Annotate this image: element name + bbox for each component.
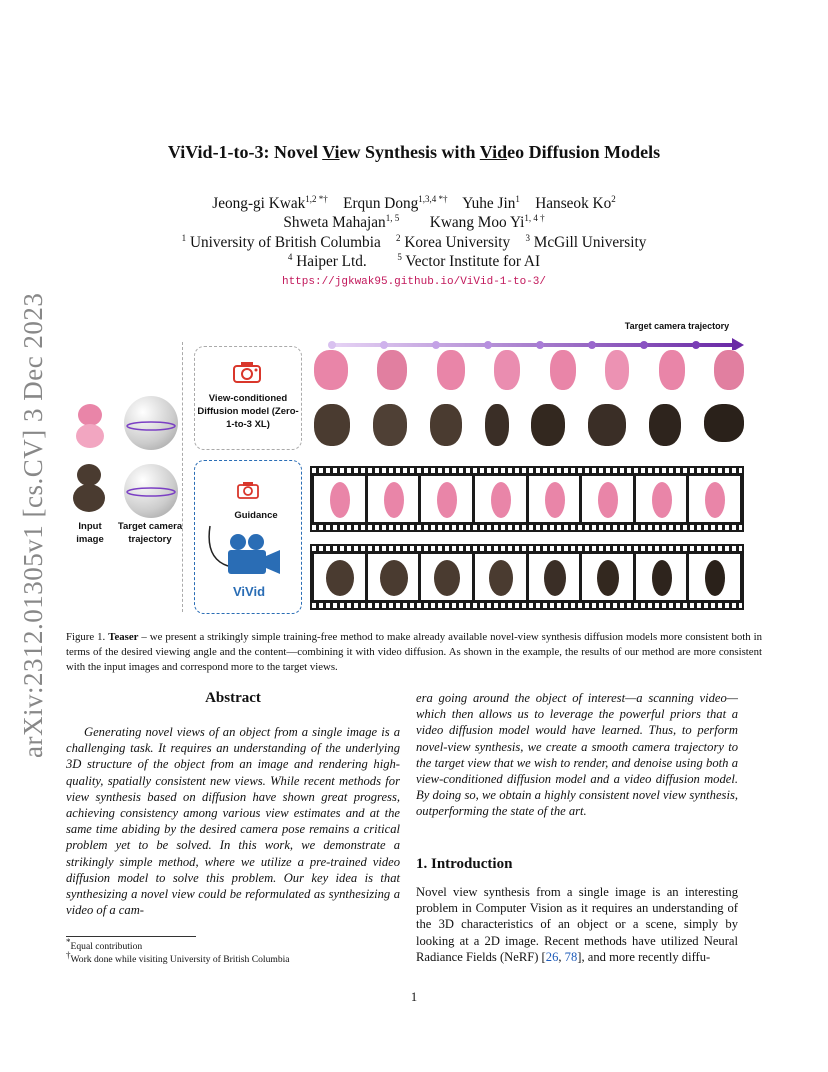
author-affil: 1, 4 † <box>524 212 545 223</box>
pig-frame <box>582 476 633 522</box>
intro-text <box>416 884 738 965</box>
separator-line <box>182 342 183 612</box>
pig-view <box>550 350 576 390</box>
footnote-mark: † <box>66 949 71 960</box>
guidance-label: Guidance <box>234 510 278 521</box>
affil-number: 3 <box>525 232 530 243</box>
author-line-1 <box>90 194 738 213</box>
footnote-text: Equal contribution <box>70 941 143 952</box>
pig-frame <box>636 476 687 522</box>
footnote-mark: * <box>66 936 71 947</box>
project-url-link[interactable]: https://jgkwak95.github.io/ViVid-1-to-3/ <box>281 276 547 288</box>
pig-frame <box>368 476 419 522</box>
affiliation-line-2 <box>90 252 738 271</box>
bear-view <box>531 404 565 446</box>
bear-frame <box>421 554 472 600</box>
pig-frame <box>314 476 365 522</box>
abstract-text-right: era going around the object of interest—a scanning video—which then allows us to leverage the powerful priors that a video diffusion model would have learned. Thus, to perform novel-view synthesis, we create a smooth camera trajectory to the target view that we wish to render, and denoise using both a view-conditioned diffusion model and a video diffusion model. By doing so, we obtain a highly consistent novel view synthesis, outperforming the state of the art. <box>416 691 738 819</box>
affiliation: University of British Columbia <box>189 234 381 251</box>
affiliation: McGill University <box>533 234 647 251</box>
author-name: Hanseok Ko <box>535 195 612 212</box>
title-underlined: Vi <box>322 142 340 162</box>
pig-view <box>605 350 629 390</box>
paper-title <box>70 142 758 163</box>
affil-number: 4 <box>287 251 293 262</box>
bear-view <box>314 404 350 446</box>
bear-view <box>373 404 407 446</box>
title-part: ViVid-1-to-3: Novel <box>167 142 323 162</box>
pig-view <box>494 350 520 390</box>
affiliation: Korea University <box>404 234 511 251</box>
title-part: ew Synthesis with <box>339 142 480 162</box>
intro-paragraph: ], and more recently diffu- <box>577 949 711 964</box>
author-affil: 1, 5 <box>385 212 400 223</box>
pig-view <box>437 350 465 390</box>
author-affil: 1,3,4 *† <box>418 193 448 204</box>
vivid-bear-filmstrip <box>310 544 744 610</box>
affiliation-line-1 <box>90 233 738 252</box>
author-affil: 1 <box>515 193 520 204</box>
trajectory-label: Target camera trajectory <box>624 321 730 331</box>
arxiv-identifier: arXiv:2312.01305v1 [cs.CV] 3 Dec 2023 <box>18 292 48 758</box>
citation-separator: , <box>558 949 565 964</box>
pig-frame <box>529 476 580 522</box>
figure-caption <box>66 630 762 675</box>
vivid-label: ViVid <box>232 584 266 599</box>
pig-frame <box>421 476 472 522</box>
zero123-bear-row <box>314 404 744 448</box>
author-name: Jeong-gi Kwak <box>212 195 306 212</box>
bear-frame <box>529 554 580 600</box>
caption-bold: Teaser <box>108 631 139 643</box>
pig-frame <box>689 476 740 522</box>
affil-number: 2 <box>396 232 401 243</box>
bear-view <box>430 404 462 446</box>
title-part: eo Diffusion Models <box>507 142 661 162</box>
pig-view <box>377 350 407 390</box>
pig-view <box>714 350 744 390</box>
footnote-text: Work done while visiting University of British Columbia <box>70 954 290 965</box>
intro-heading: 1. Introduction <box>416 856 513 872</box>
page-number: 1 <box>410 990 418 1004</box>
bear-view <box>588 404 626 446</box>
author-name: Erqun Dong <box>343 195 419 212</box>
affiliation: Haiper Ltd. <box>296 253 367 270</box>
author-name: Kwang Moo Yi <box>429 214 525 231</box>
bear-view <box>485 404 509 446</box>
intro-paragraph: Novel view synthesis from a single image is an interesting problem in Computer Vision as it requires an understanding of the 3D characteristics of an object or a scene, simply by looking at a 2D image. Recent methods have utilized Neural Radiance Fields (NeRF) [ <box>416 885 738 964</box>
bear-view <box>704 404 744 442</box>
caption-prefix: Figure 1. <box>66 631 109 643</box>
affil-number: 1 <box>181 232 187 243</box>
teaser-figure <box>66 318 746 618</box>
video-camera-icon <box>206 522 286 587</box>
author-affil: 1,2 *† <box>305 193 328 204</box>
bear-frame <box>314 554 365 600</box>
pig-input-image <box>74 404 104 448</box>
footnote-rule <box>66 936 196 937</box>
footnote-equal-contribution <box>66 936 400 953</box>
bear-frame <box>368 554 419 600</box>
trajectory-sphere <box>124 396 178 450</box>
bear-input-image <box>72 464 106 512</box>
bear-view <box>649 404 681 446</box>
zero123-pig-row <box>314 350 744 392</box>
pig-view <box>659 350 685 390</box>
affil-number: 5 <box>397 251 402 262</box>
model-label: View-conditioned Diffusion model (Zero-1-to-3 XL) <box>197 393 299 430</box>
abstract-heading: Abstract <box>205 690 261 706</box>
vivid-pig-filmstrip <box>310 466 744 532</box>
bear-frame <box>475 554 526 600</box>
author-name: Yuhe Jin <box>462 195 516 212</box>
bear-frame <box>689 554 740 600</box>
citation-link[interactable]: 26 <box>545 949 559 964</box>
citation-link[interactable]: 78 <box>564 949 578 964</box>
bear-frame <box>582 554 633 600</box>
pig-frame <box>475 476 526 522</box>
trajectory-sphere <box>124 464 178 518</box>
input-image-label: Input image <box>76 521 104 545</box>
caption-text: – we present a strikingly simple training-free method to make already available novel-view synthesis diffusion models more consistent both in terms of the desired viewing angle and the content—combining it with video diffusion. As shown in the example, the results of our method are more consistent with the input images and correspond more to the target views. <box>66 631 763 673</box>
affiliation: Vector Institute for AI <box>405 253 541 270</box>
author-name: Shweta Mahajan <box>283 214 386 231</box>
pig-view <box>314 350 348 390</box>
author-line-2 <box>90 213 738 232</box>
footnote-work-done <box>66 949 400 966</box>
author-affil: 2 <box>611 193 616 204</box>
abstract-text-left: Generating novel views of an object from a single image is a challenging task. It requires an understanding of the underlying 3D structure of the object from an image and rendering high-quality, spatially consistent new views. While recent methods for view synthesis based on diffusion have shown great progress, achieving consistency among various view estimates and at the same time abiding by the desired camera pose remains a critical problem yet to be solved. In this work, we demonstrate a strikingly simple method, where we utilize a pre-trained video diffusion model to solve this problem. Our key idea is that synthesizing a novel view could be reformulated as synthesizing a video of a cam- <box>66 725 400 918</box>
bear-frame <box>636 554 687 600</box>
title-underlined: Vid <box>479 142 508 162</box>
camera-icon <box>236 480 260 505</box>
camera-icon <box>232 360 262 389</box>
target-trajectory-label: Target camera trajectory <box>117 521 183 545</box>
